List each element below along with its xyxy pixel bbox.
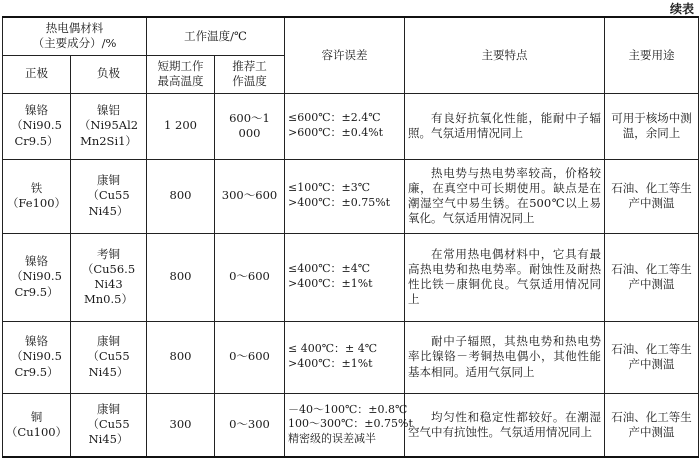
features-cell: 均匀性和稳定性都较好。在潮湿空气中有抗蚀性。气氛适用情况同上 (405, 393, 605, 457)
thermocouple-table (2, 16, 699, 458)
short-max-cell: 1 200 (147, 93, 215, 159)
table-row (3, 393, 699, 457)
short-max-cell: 300 (147, 393, 215, 457)
tolerance-line: ≤400℃：±4℃ (288, 262, 371, 276)
table-row (3, 159, 699, 233)
positive-cell: 镍铬 （Ni90.5 Cr9.5） (3, 233, 71, 321)
tolerance-cell (285, 233, 405, 321)
tolerance-line: 精密级的误差减半 (288, 432, 376, 445)
tolerance-line: >400℃：±1%t (288, 277, 373, 290)
header-negative: 负极 (71, 55, 147, 93)
recommended-cell: 300～600 (215, 159, 285, 233)
header-tolerance: 容许误差 (285, 17, 405, 93)
tolerance-line: >400℃：±1%t (288, 357, 373, 370)
header-material: 热电偶材料 （主要成分）/% (3, 17, 147, 55)
header-positive: 正极 (3, 55, 71, 93)
negative-cell: 镍铝 （Ni95Al2 Mn2Si1） (71, 93, 147, 159)
short-max-cell: 800 (147, 233, 215, 321)
negative-cell: 康铜 （Cu55 Ni45） (71, 393, 147, 457)
header-recommended: 推荐工 作温度 (215, 55, 285, 93)
negative-cell: 考铜 （Cu56.5 Ni43 Mn0.5） (71, 233, 147, 321)
short-max-cell: 800 (147, 321, 215, 393)
header-temp: 工作温度/℃ (147, 17, 285, 55)
positive-cell: 铁 （Fe100） (3, 159, 71, 233)
negative-cell: 康铜 （Cu55 Ni45） (71, 159, 147, 233)
recommended-cell: 600～1 000 (215, 93, 285, 159)
table-row (3, 321, 699, 393)
tolerance-line: 100～300℃：±0.75%t (288, 417, 413, 431)
tolerance-line: >400℃：±0.75%t (288, 196, 391, 209)
tolerance-cell (285, 321, 405, 393)
tolerance-line: ≤600℃：±2.4℃ (288, 111, 381, 125)
positive-cell: 铜 （Cu100） (3, 393, 71, 457)
features-cell: 耐中子辐照，其热电势和热电势率比镍铬－考铜热电偶小，其他性能基本相同。适用气氛同上 (405, 321, 605, 393)
tolerance-cell (285, 393, 413, 457)
tolerance-line: >600℃：±0.4%t (288, 126, 384, 139)
usage-cell: 石油、化工等生产中测温 (605, 233, 699, 321)
header-usage: 主要用途 (605, 17, 699, 93)
features-cell: 有良好抗氧化性能，能耐中子辐照。气氛适用情况同上 (405, 93, 605, 159)
features-cell: 在常用热电偶材料中，它具有最高热电势和热电势率。耐蚀性及耐热性比铁－康铜优良。气氛适用情况同上 (405, 233, 605, 321)
short-max-cell: 800 (147, 159, 215, 233)
tolerance-cell (285, 159, 405, 233)
recommended-cell: 0～600 (215, 233, 285, 321)
features-cell: 热电势与热电势率较高，价格较廉，在真空中可长期使用。缺点是在潮湿空气中易生锈。在500℃以上易氧化。气氛适用情况同上 (405, 159, 605, 233)
tolerance-cell (285, 93, 405, 159)
table-row (3, 233, 699, 321)
table-row (3, 93, 699, 159)
tolerance-line: ≤ 400℃：± 4℃ (288, 342, 378, 356)
usage-cell: 可用于核场中测温，余同上 (605, 93, 699, 159)
continued-label: 续表 (669, 2, 694, 16)
header-short-max: 短期工作 最高温度 (147, 55, 215, 93)
positive-cell: 镍铬 （Ni90.5 Cr9.5） (3, 93, 71, 159)
tolerance-line: ≤100℃：±3℃ (288, 181, 371, 195)
positive-cell: 镍铬 （Ni90.5 Cr9.5） (3, 321, 71, 393)
usage-cell: 石油、化工等生产中测温 (605, 321, 699, 393)
negative-cell: 康铜 （Cu55 Ni45） (71, 321, 147, 393)
usage-cell: 石油、化工等生产中测温 (605, 159, 699, 233)
usage-cell: 石油、化工等生产中测温 (605, 393, 699, 457)
recommended-cell: 0～600 (215, 321, 285, 393)
header-features: 主要特点 (405, 17, 605, 93)
tolerance-line: －40～100℃：±0.8℃ (288, 402, 408, 416)
recommended-cell: 0～300 (215, 393, 285, 457)
